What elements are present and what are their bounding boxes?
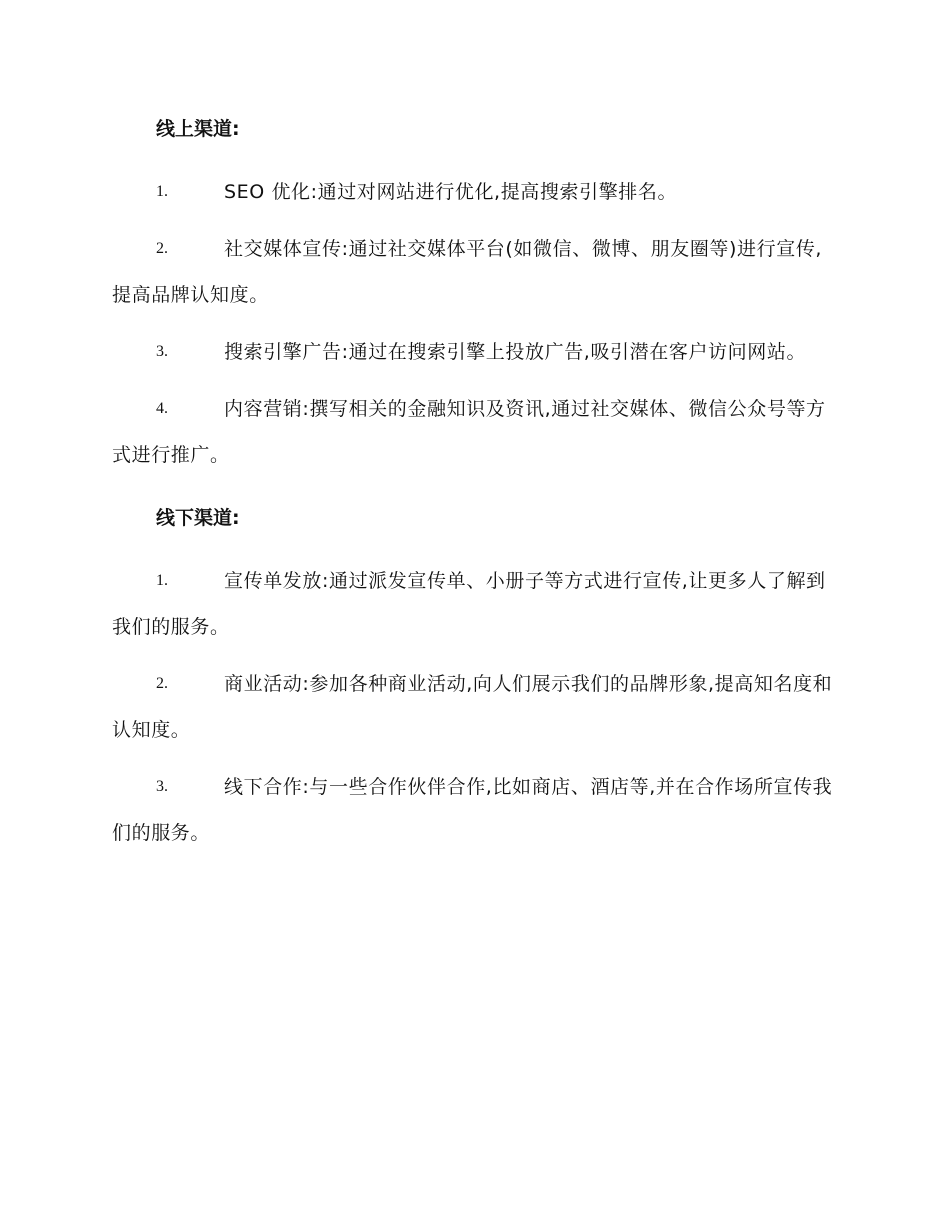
list-item-number: 2.	[156, 675, 168, 692]
list-item-number: 3.	[156, 343, 168, 360]
list-item-text: 搜索引擎广告:通过在搜索引擎上投放广告,吸引潜在客户访问网站。	[224, 341, 807, 363]
list-item	[112, 169, 834, 215]
document-body	[112, 112, 834, 879]
section-heading-online: 线上渠道:	[156, 118, 240, 140]
list-item	[112, 764, 834, 856]
list-item	[112, 558, 834, 650]
list-item-number: 1.	[156, 183, 168, 200]
list-item-text: 线下合作:与一些合作伙伴合作,比如商店、酒店等,并在合作场所宣传我们的服务。	[112, 776, 833, 844]
list-item	[112, 226, 834, 318]
online-channel-list	[112, 169, 834, 478]
list-item-text: 宣传单发放:通过派发宣传单、小册子等方式进行宣传,让更多人了解到我们的服务。	[112, 570, 826, 638]
list-item	[112, 329, 834, 375]
list-item-number: 1.	[156, 572, 168, 589]
list-item-text: 社交媒体宣传:通过社交媒体平台(如微信、微博、朋友圈等)进行宣传,提高品牌认知度。	[112, 238, 823, 306]
offline-channel-list	[112, 558, 834, 856]
list-item-text: SEO 优化:通过对网站进行优化,提高搜索引擎排名。	[224, 181, 678, 203]
list-item-number: 3.	[156, 778, 168, 795]
section-heading-offline: 线下渠道:	[156, 507, 240, 529]
list-item	[112, 386, 834, 478]
list-item-number: 2.	[156, 240, 168, 257]
list-item-text: 内容营销:撰写相关的金融知识及资讯,通过社交媒体、微信公众号等方式进行推广。	[112, 398, 826, 466]
list-item	[112, 661, 834, 753]
list-item-number: 4.	[156, 400, 168, 417]
list-item-text: 商业活动:参加各种商业活动,向人们展示我们的品牌形象,提高知名度和认知度。	[112, 673, 833, 741]
